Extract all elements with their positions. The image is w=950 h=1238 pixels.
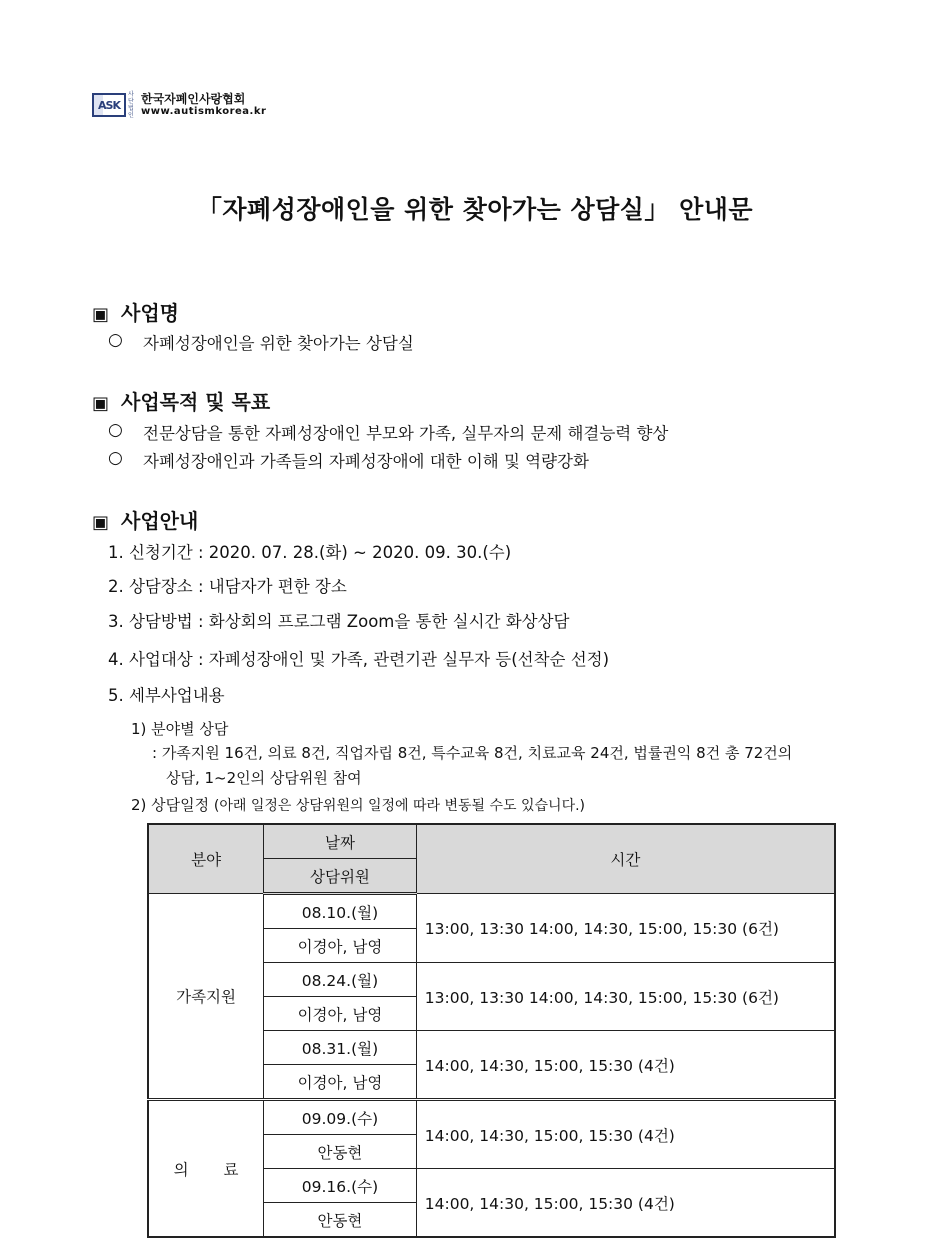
sub-item-text: : 가족지원 16건, 의료 8건, 직업자립 8건, 특수교육 8건, 치료교육 24건, 법률권익 8건 총 72건의 [152, 744, 793, 762]
organization-logo [92, 91, 266, 119]
list-item: 자폐성장애인과 가족들의 자폐성장애에 대한 이해 및 역량강화 [143, 452, 589, 471]
time-cell: 13:00, 13:30 14:00, 14:30, 15:00, 15:30 (6건) [416, 963, 835, 1031]
list-item: 3. 상담방법 : 화상회의 프로그램 Zoom을 통한 실시간 화상상담 [108, 612, 570, 631]
schedule-note: (아래 일정은 상담위원의 일정에 따라 변동될 수도 있습니다.) [213, 798, 586, 814]
time-cell: 14:00, 14:30, 15:00, 15:30 (4건) [416, 1100, 835, 1169]
section-business-name [92, 297, 179, 326]
header-date: 날짜 [264, 824, 417, 859]
counselor-cell: 안동현 [264, 1135, 417, 1169]
list-item: 5. 세부사업내용 [108, 686, 225, 705]
section-heading: 사업안내 [121, 509, 199, 533]
field-cell: 가족지원 [148, 894, 264, 1100]
counselor-cell: 이경아, 남영 [264, 929, 417, 963]
square-marker-icon: ▣ [92, 512, 110, 533]
header-time: 시간 [416, 824, 835, 894]
time-cell: 14:00, 14:30, 15:00, 15:30 (4건) [416, 1031, 835, 1100]
table-row [148, 894, 835, 929]
sub-item-heading: 1) 분야별 상담 [131, 720, 229, 738]
organization-url: www.autismkorea.kr [141, 106, 267, 117]
sub-item-text: 상담, 1~2인의 상담위원 참여 [166, 769, 362, 787]
list-item: 4. 사업대상 : 자폐성장애인 및 가족, 관련기관 실무자 등(선착순 선정) [108, 650, 610, 669]
sub-item-heading [131, 794, 585, 815]
logo-small-label: 사단법인 [128, 91, 134, 119]
counselor-cell: 이경아, 남영 [264, 997, 417, 1031]
section-heading: 사업명 [121, 301, 179, 325]
list-item: 1. 신청기간 : 2020. 07. 28.(화) ~ 2020. 09. 30.(수) [108, 543, 512, 562]
circle-bullet-icon: ○ [108, 420, 123, 440]
date-cell: 09.09.(수) [264, 1100, 417, 1135]
list-item: 2. 상담장소 : 내담자가 편한 장소 [108, 577, 347, 596]
date-cell: 08.24.(월) [264, 963, 417, 997]
circle-bullet-icon: ○ [108, 448, 123, 468]
time-cell: 14:00, 14:30, 15:00, 15:30 (4건) [416, 1169, 835, 1238]
schedule-table [147, 823, 836, 1238]
date-cell: 08.31.(월) [264, 1031, 417, 1065]
square-marker-icon: ▣ [92, 304, 110, 325]
header-counselor: 상담위원 [264, 859, 417, 894]
section-purpose [92, 386, 270, 415]
time-cell: 13:00, 13:30 14:00, 14:30, 15:00, 15:30 (6건) [416, 894, 835, 963]
circle-bullet-icon: ○ [108, 330, 123, 350]
date-cell: 08.10.(월) [264, 894, 417, 929]
counselor-cell: 이경아, 남영 [264, 1065, 417, 1100]
list-item: 전문상담을 통한 자폐성장애인 부모와 가족, 실무자의 문제 해결능력 향상 [143, 424, 669, 443]
schedule-heading: 2) 상담일정 [131, 796, 210, 814]
organization-name: 한국자폐인사랑협회 [141, 92, 246, 106]
date-cell: 09.16.(수) [264, 1169, 417, 1203]
header-field: 분야 [148, 824, 264, 894]
square-marker-icon: ▣ [92, 393, 110, 414]
section-guide [92, 505, 198, 534]
field-cell: 의 료 [148, 1100, 264, 1238]
section-heading: 사업목적 및 목표 [121, 390, 271, 414]
table-row [148, 1100, 835, 1135]
counselor-cell: 안동현 [264, 1203, 417, 1238]
ask-logo-icon: ASK [92, 93, 126, 117]
list-item: 자폐성장애인을 위한 찾아가는 상담실 [143, 334, 414, 353]
document-title: 「자폐성장애인을 위한 찾아가는 상담실」 안내문 [196, 195, 754, 224]
